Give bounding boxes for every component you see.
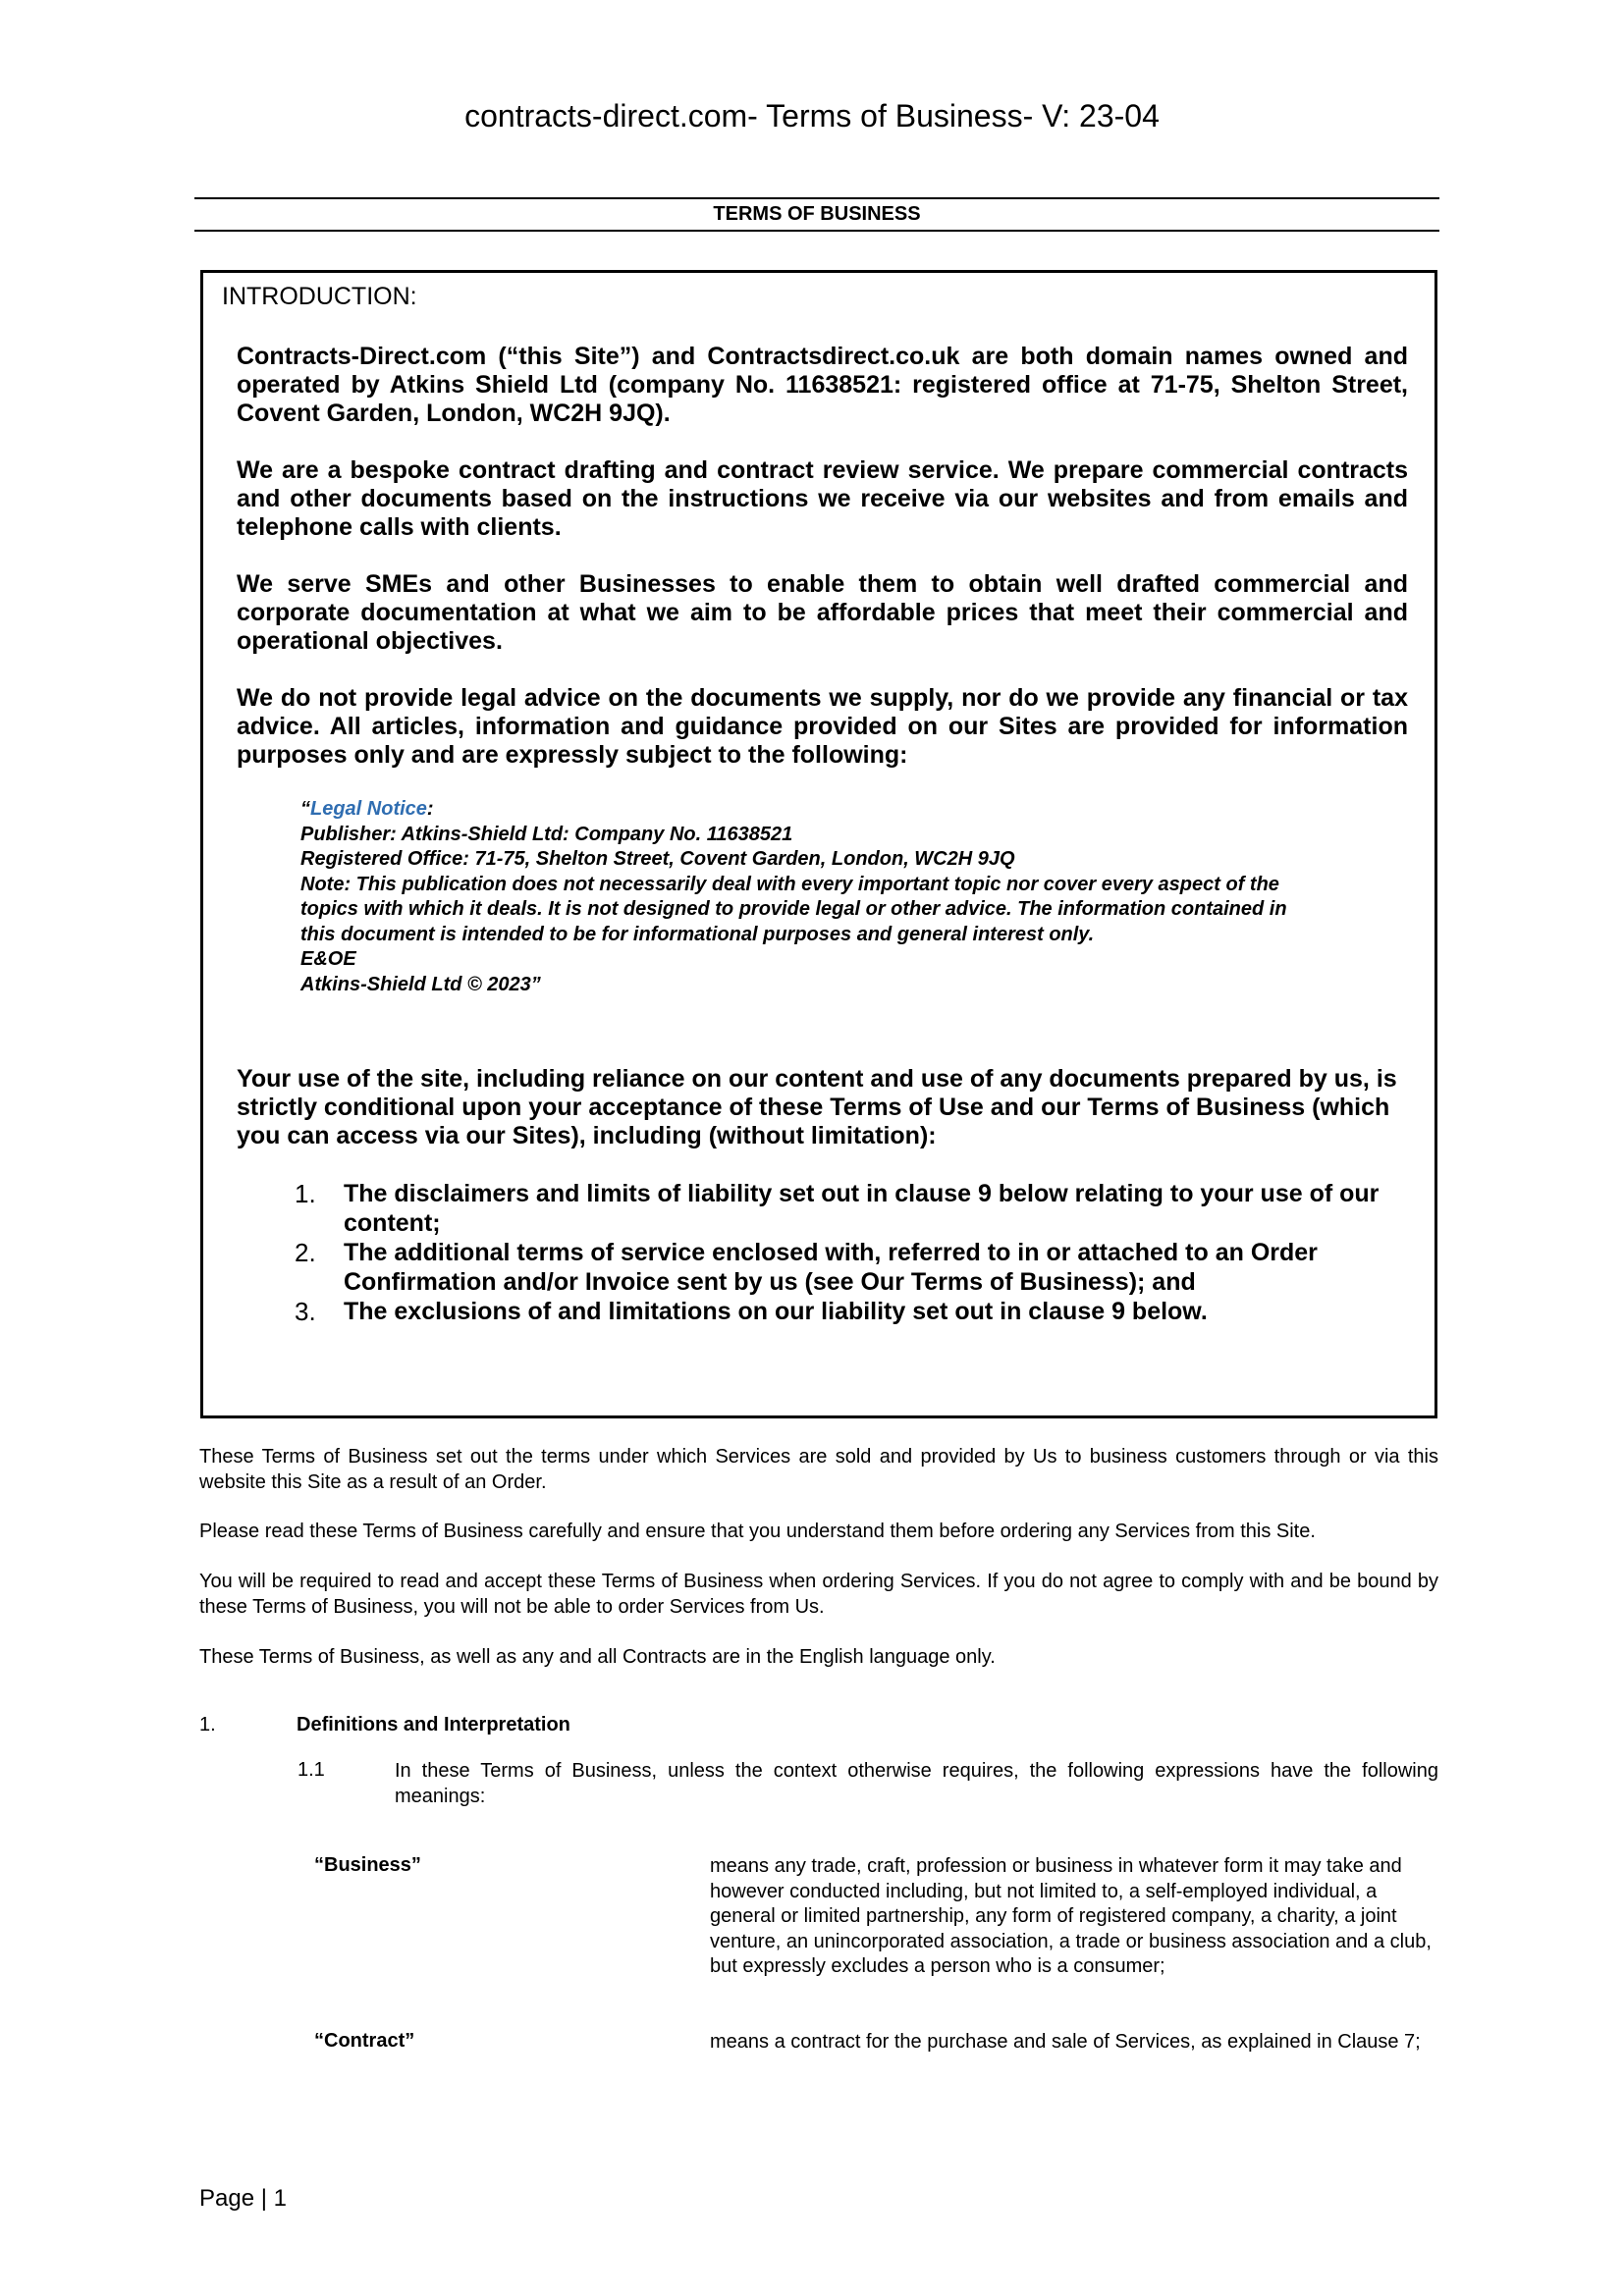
legal-notice-colon: :	[426, 798, 434, 820]
definition-meaning-contract: means a contract for the purchase and sale of Services, as explained in Clause 7;	[710, 2031, 1421, 2053]
legal-notice-eoe: E&OE	[300, 948, 356, 970]
page-number: Page | 1	[199, 2185, 287, 2212]
section-1-number: 1.	[199, 1714, 216, 1735]
intro-paragraph-3: We serve SMEs and other Businesses to enable them to obtain well drafted commercial and corporate documentation at what we aim to be affordable prices that meet their commercial and operational objectives.	[237, 570, 1408, 655]
body-paragraph-2: Please read these Terms of Business carefully and ensure that you understand them before ordering any Services from this Site.	[199, 1521, 1316, 1542]
legal-notice-label: Legal Notice	[310, 798, 427, 820]
legal-notice	[300, 797, 1331, 997]
intro-paragraph-4: We do not provide legal advice on the documents we supply, nor do we provide any financial or tax advice. All articles, information and guidance provided on our Sites are provided for information purposes only and are expressly subject to the following:	[237, 684, 1408, 769]
definition-term-business: “Business”	[314, 1854, 421, 1876]
body-paragraph-3: You will be required to read and accept these Terms of Business when ordering Services. If you do not agree to comply with and be bound by these Terms of Business, you will not be able to order Services from Us.	[199, 1571, 1438, 1618]
legal-notice-note: Note: This publication does not necessarily deal with every important topic nor cover every aspect of the topics with which it deals. It is not designed to provide legal or other advice. The information contained in this document is intended to be for informational purposes and general interest only.	[300, 873, 1287, 945]
condition-number: 2.	[295, 1238, 316, 1267]
introduction-heading: INTRODUCTION:	[222, 283, 417, 310]
clause-1-1-number: 1.1	[298, 1759, 325, 1781]
body-paragraph-4: These Terms of Business, as well as any and all Contracts are in the English language only.	[199, 1646, 996, 1668]
condition-text: The exclusions of and limitations on our liability set out in clause 9 below.	[344, 1298, 1208, 1325]
definition-term-contract: “Contract”	[314, 2030, 415, 2052]
condition-text: The additional terms of service enclosed with, referred to in or attached to an Order Confirmation and/or Invoice sent by us (see Our Terms of Business); and	[344, 1239, 1318, 1296]
legal-notice-registered-office: Registered Office: 71-75, Shelton Street, Covent Garden, London, WC2H 9JQ	[300, 848, 1015, 870]
section-1-title: Definitions and Interpretation	[297, 1714, 570, 1735]
title-top-rule	[194, 197, 1439, 199]
clause-1-1-text: In these Terms of Business, unless the context otherwise requires, the following expressions have the following meanings:	[395, 1760, 1438, 1807]
legal-notice-publisher: Publisher: Atkins-Shield Ltd: Company No. 11638521	[300, 823, 793, 845]
page-header-title: contracts-direct.com- Terms of Business- V: 23-04	[464, 98, 1160, 133]
condition-number: 1.	[295, 1179, 316, 1208]
legal-notice-copyright: Atkins-Shield Ltd © 2023”	[300, 973, 541, 995]
condition-number: 3.	[295, 1297, 316, 1326]
condition-text: The disclaimers and limits of liability set out in clause 9 below relating to your use of our content;	[344, 1180, 1380, 1237]
intro-paragraph-1: Contracts-Direct.com (“this Site”) and Contractsdirect.co.uk are both domain names owned and operated by Atkins Shield Ltd (company No. 11638521: registered office at 71-75, Shelton Street, Covent Garden, London, WC2H 9JQ).	[237, 343, 1408, 427]
conditions-intro: Your use of the site, including reliance on our content and use of any documents prepared by us, is strictly conditional upon your acceptance of these Terms of Use and our Terms of Business (which you can access via our Sites), including (without limitation):	[237, 1065, 1397, 1149]
document-title: TERMS OF BUSINESS	[713, 203, 921, 225]
legal-notice-open-quote: “	[300, 798, 310, 820]
definition-meaning-business: means any trade, craft, profession or business in whatever form it may take and however conducted including, but not limited to, a self-employed individual, a general or limited partnership, any form of registered company, a charity, a joint venture, an unincorporated association, a trade or business association and a club, but expressly excludes a person who is a consumer;	[710, 1855, 1432, 1977]
body-paragraph-1: These Terms of Business set out the terms under which Services are sold and provided by Us to business customers through or via this website this Site as a result of an Order.	[199, 1446, 1438, 1493]
legal-notice-label-line	[300, 797, 1331, 823]
title-bottom-rule	[194, 230, 1439, 232]
intro-paragraph-2: We are a bespoke contract drafting and contract review service. We prepare commercial contracts and other documents based on the instructions we receive via our websites and from emails and telephone calls with clients.	[237, 456, 1408, 541]
